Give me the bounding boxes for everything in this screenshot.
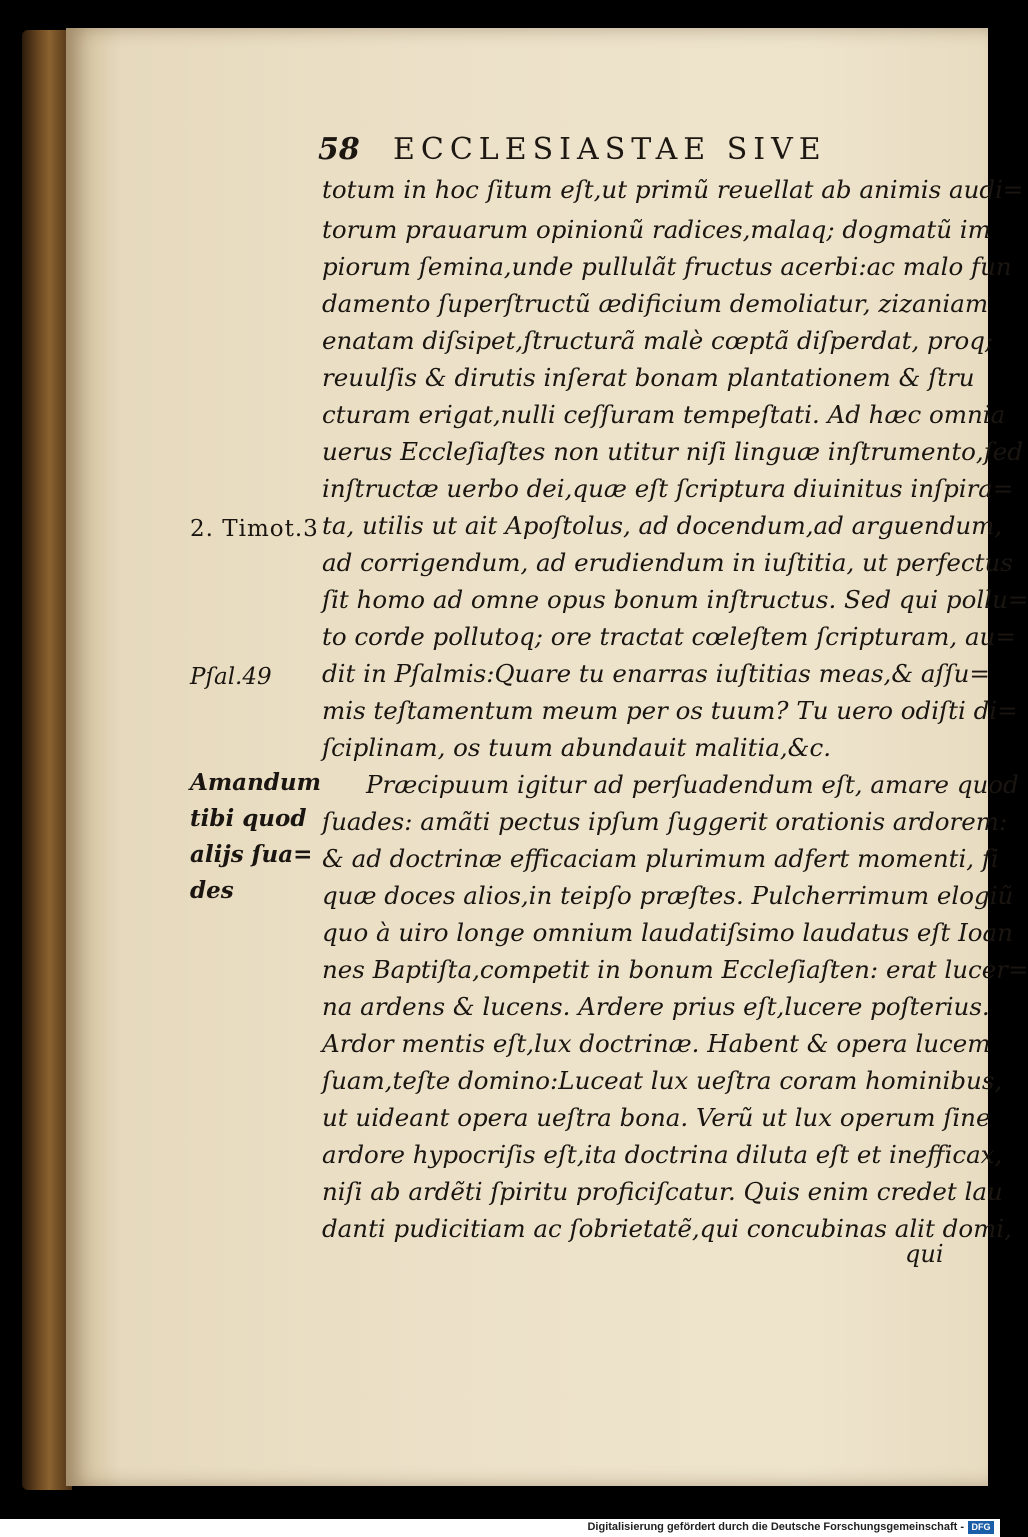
text-line: ſciplinam, os tuum abundauit malitia,&c. bbox=[322, 733, 831, 762]
text-line: ſuades: amãti pectus ipſum ſuggerit orationis ardorem: bbox=[322, 807, 1008, 836]
text-line: niſi ab ardẽti ſpiritu proficiſcatur. Quis enim credet lau bbox=[322, 1177, 1003, 1206]
text-line: piorum ſemina,unde pullulãt fructus acerbi:ac malo fun bbox=[322, 252, 1012, 281]
page-number: 58 bbox=[318, 132, 360, 167]
text-line: mis teſtamentum meum per os tuum? Tu uero odiſti di= bbox=[322, 696, 1018, 725]
text-line: & ad doctrinæ efficaciam plurimum adfert momenti, ſi bbox=[322, 844, 999, 873]
margin-note-amandum: des bbox=[190, 877, 234, 904]
text-line: ſit homo ad omne opus bonum inſtructus. Sed qui pollu= bbox=[322, 585, 1028, 614]
text-line: quo à uiro longe omnium laudatiſsimo laudatus eſt Ioan bbox=[322, 918, 1013, 947]
text-line: Ardor mentis eſt,lux doctrinæ. Habent & opera lucem bbox=[322, 1029, 991, 1058]
text-line: damento ſuperſtructũ ædificium demoliatur, zizaniam bbox=[322, 289, 989, 318]
text-line: na ardens & lucens. Ardere prius eſt,lucere poſterius. bbox=[322, 992, 990, 1021]
text-line: ta, utilis ut ait Apoſtolus, ad docendum,ad arguendum, bbox=[322, 511, 1003, 540]
margin-note-timothy: 2. Timot.3 bbox=[190, 516, 319, 542]
margin-note-amandum: tibi quod bbox=[190, 805, 307, 832]
text-line: torum prauarum opinionũ radices,malaq; dogmatũ im bbox=[322, 215, 991, 244]
text-line: ad corrigendum, ad erudiendum in iuſtitia, ut perfectus bbox=[322, 548, 1013, 577]
text-line: danti pudicitiam ac ſobrietatẽ,qui concubinas alit domi, bbox=[322, 1214, 1012, 1243]
text-line: uerus Eccleſiaſtes non utitur niſi linguæ inſtrumento,ſed bbox=[322, 437, 1023, 466]
margin-note-amandum: aliјs ſua= bbox=[190, 841, 313, 868]
running-head: ECCLESIASTAE SIVE bbox=[393, 132, 827, 167]
page-header bbox=[318, 132, 878, 172]
text-line: dit in Pſalmis:Quare tu enarras iuſtitias meas,& aſſu= bbox=[322, 659, 990, 688]
margin-note-psalm: Pſal.49 bbox=[190, 664, 272, 690]
catchword: qui bbox=[905, 1240, 944, 1268]
footer-credit: Digitalisierung gefördert durch die Deutsche Forschungsgemeinschaft - bbox=[587, 1521, 964, 1533]
text-line: Præcipuum igitur ad perſuadendum eſt, amare quod bbox=[366, 770, 1019, 799]
text-line: ſuam,teſte domino:Luceat lux ueſtra coram hominibus, bbox=[322, 1066, 1003, 1095]
text-line: reuulſis & dirutis inſerat bonam plantationem & ſtru bbox=[322, 363, 975, 392]
text-line: ut uideant opera ueſtra bona. Verũ ut lux operum ſine bbox=[322, 1103, 991, 1132]
text-line: totum in hoc ſitum eſt,ut primũ reuellat ab animis audi= bbox=[322, 175, 1024, 204]
text-line: cturam erigat,nulli ceſſuram tempeſtati. Ad hæc omnia bbox=[322, 400, 1006, 429]
text-line: inſtructæ uerbo dei,quæ eſt ſcriptura diuinitus inſpira= bbox=[322, 474, 1014, 503]
text-line: to corde pollutoq; ore tractat cœleſtem ſcripturam, au= bbox=[322, 622, 1016, 651]
text-line: enatam diſsipet,ſtructurã malè cœptã diſperdat, proq; bbox=[322, 326, 994, 355]
text-line: ardore hypocriſis eſt,ita doctrina diluta eſt et inefficax, bbox=[322, 1140, 1003, 1169]
text-line: nes Baptiſta,competit in bonum Eccleſiaſten: erat lucer= bbox=[322, 955, 1028, 984]
margin-note-amandum: Amandum bbox=[190, 769, 321, 796]
dfg-logo: DFG bbox=[968, 1521, 994, 1534]
text-line: quæ doces alios,in teipſo præſtes. Pulcherrimum elogiũ bbox=[322, 881, 1014, 910]
book-spine bbox=[22, 30, 72, 1490]
